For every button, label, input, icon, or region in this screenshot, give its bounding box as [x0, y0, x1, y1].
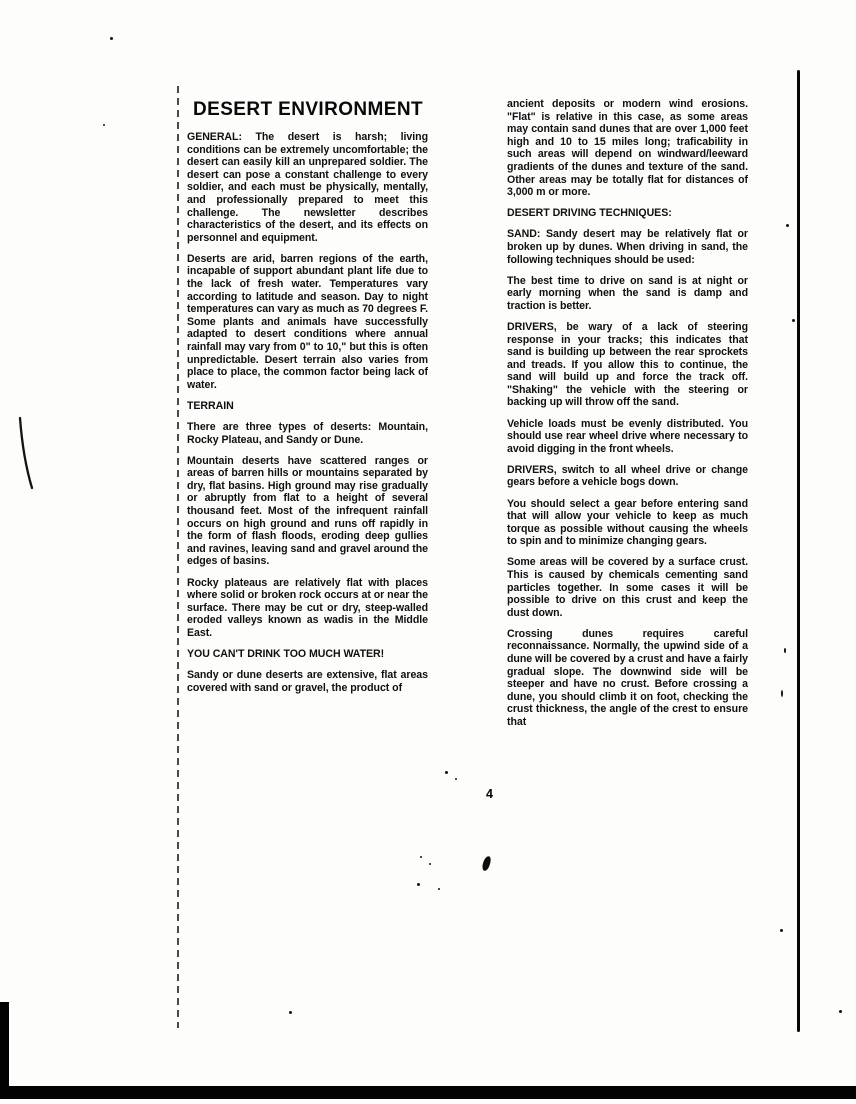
scan-speck: [289, 1011, 292, 1014]
scan-speck: [786, 224, 789, 227]
scan-speck: [438, 888, 440, 890]
scan-speck: [417, 883, 420, 886]
left-column: [187, 131, 428, 703]
scan-speck: [780, 929, 783, 932]
scan-speck: [792, 319, 795, 322]
scan-speck: [839, 1010, 842, 1013]
section-heading: YOU CAN'T DRINK TOO MUCH WATER!: [187, 647, 385, 660]
paragraph: Some areas will be covered by a surface crust. This is caused by chemicals cementing sand particles together. In some cases it will be possible to drive on this crust and keep the dust down.: [507, 556, 748, 619]
ink-blob-mark: [481, 855, 491, 871]
page-number: 4: [486, 787, 493, 801]
scan-speck: [110, 37, 113, 40]
scan-speck: [420, 856, 422, 858]
section-heading: DESERT DRIVING TECHNIQUES:: [507, 207, 672, 220]
paragraph: ancient deposits or modern wind erosions. "Flat" is relative in this case, as some areas may contain sand dunes that are over 1,000 feet high and 10 to 15 miles long; traficability in such areas will depend on windward/leeward gradients of the dunes and texture of the sand. Other areas may be totally flat for distances of 3,000 m or more.: [507, 98, 748, 199]
bottom-left-scan-edge-bar: [0, 1002, 9, 1099]
paragraph: SAND: Sandy desert may be relatively flat or broken up by dunes. When driving in sand, the following techniques should be used:: [507, 228, 748, 266]
scan-speck: [781, 690, 783, 697]
paragraph: Deserts are arid, barren regions of the earth, incapable of support abundant plant life due to the lack of fresh water. Temperatures vary according to latitude and season. Day to night temperatures can vary as much as 70 degrees F. Some plants and animals have successfully adapted to desert conditions where annual rainfall may vary from 0" to 10," but this is often unpredictable. Desert terrain also varies from place to place, the common factor being lack of water.: [187, 252, 428, 391]
paragraph: GENERAL: The desert is harsh; living conditions can be extremely uncomfortable; the desert can easily kill an unprepared soldier. The desert can pose a constant challenge to every soldier, and each must be physically, mentally, and professionally prepared to meet this challenge. The newsletter describes characteristics of the desert, and its effects on personnel and equipment.: [187, 131, 428, 244]
paragraph: DRIVERS, be wary of a lack of steering response in your tracks; this indicates that sand is building up between the rear sprockets and treads. If you allow this to continue, the sand will build up and force the track off. "Shaking" the vehicle with the steering or backing up will throw off the sand.: [507, 320, 748, 409]
paragraph: Sandy or dune deserts are extensive, flat areas covered with sand or gravel, the product of: [187, 669, 428, 694]
paragraph: Crossing dunes requires careful reconnaissance. Normally, the upwind side of a dune will be covered by a crust and have a fairly gradual slope. The downwind side will be steeper and have no crust. Before crossing a dune, you should climb it on foot, checking the crust thickness, the angle of the crest to ensure that: [507, 627, 748, 729]
paragraph: Rocky plateaus are relatively flat with places where solid or broken rock occurs at or near the surface. There may be cut or dry, steep-walled eroded valleys known as wadis in the Middle East.: [187, 576, 428, 639]
paragraph: The best time to drive on sand is at night or early morning when the sand is damp and traction is better.: [507, 274, 748, 312]
right-scan-line: [797, 70, 800, 1032]
right-column: [507, 98, 748, 737]
paragraph: You should select a gear before entering sand that will allow your vehicle to keep as much torque as possible without causing the wheels to spin and to minimize changing gears.: [507, 497, 748, 548]
paragraph: There are three types of deserts: Mountain, Rocky Plateau, and Sandy or Dune.: [187, 420, 428, 446]
section-heading: TERRAIN: [187, 399, 234, 412]
scan-speck: [455, 778, 457, 780]
paragraph: Vehicle loads must be evenly distributed. You should use rear wheel drive where necessary to avoid digging in the front wheels.: [507, 417, 748, 455]
paragraph: Mountain deserts have scattered ranges or areas of barren hills or mountains separated by dry, flat basins. High ground may rise gradually or abruptly from flat to a height of several thousand feet. Most of the infrequent rainfall occurs on high ground and runs off rapidly in the form of flash floods, eroding deep gullies and ravines, leaving sand and gravel around the edges of basins.: [187, 454, 428, 568]
pen-stroke-mark: [12, 412, 52, 496]
scan-speck: [429, 863, 431, 865]
scan-speck: [445, 771, 448, 774]
scan-speck: [103, 124, 105, 126]
paragraph: DRIVERS, switch to all wheel drive or change gears before a vehicle bogs down.: [507, 463, 748, 489]
page-title: DESERT ENVIRONMENT: [193, 99, 423, 120]
left-fold-dashed-line: [177, 86, 179, 1028]
bottom-scan-edge-bar: [0, 1086, 856, 1099]
scan-speck: [784, 648, 786, 653]
